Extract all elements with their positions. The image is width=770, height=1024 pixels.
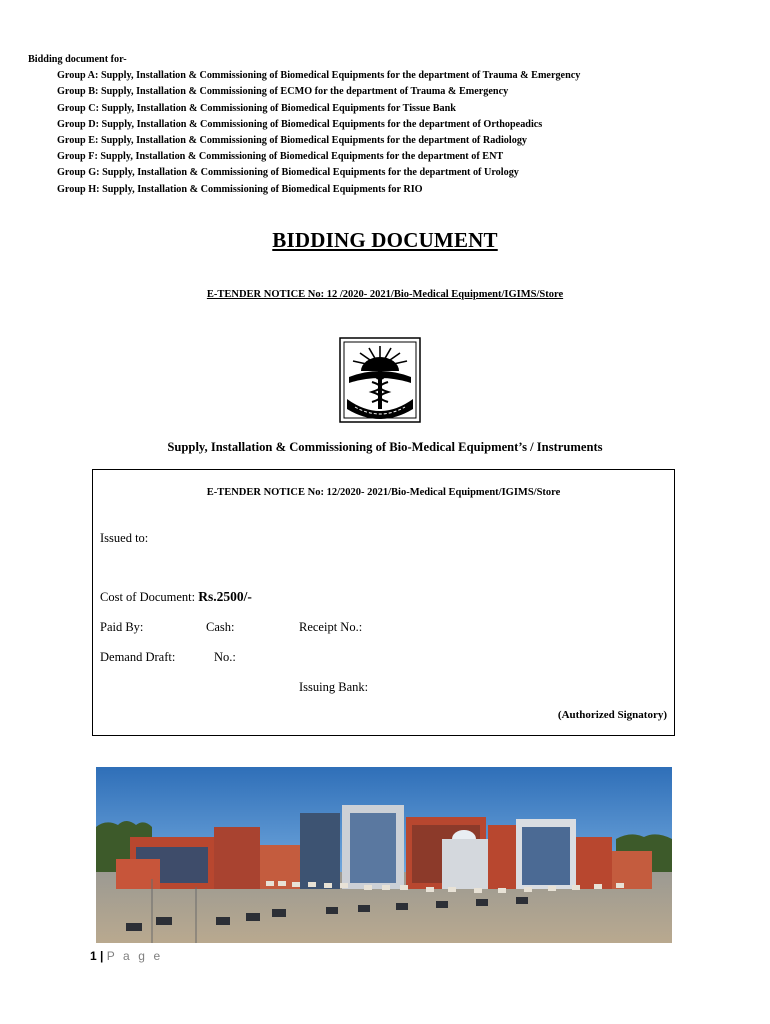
dd-number-label: No.:	[214, 650, 236, 664]
authorized-signatory: (Authorized Signatory)	[557, 709, 667, 721]
group-list	[28, 52, 748, 198]
tender-notice: E-TENDER NOTICE No: 12 /2020- 2021/Bio-Medical Equipment/IGIMS/Store	[206, 289, 564, 300]
group-h: Group H: Supply, Installation & Commissioning of Biomedical Equipments for RIO	[57, 183, 423, 195]
cash-label: Cash:	[206, 620, 235, 634]
paid-by-label: Paid By:	[100, 620, 144, 634]
supply-heading: Supply, Installation & Commissioning of Bio-Medical Equipment’s / Instruments	[167, 440, 603, 454]
group-c: Group C: Supply, Installation & Commissioning of Biomedical Equipments for Tissue Bank	[57, 102, 456, 114]
issued-to-label: Issued to:	[100, 531, 149, 545]
cost-value: Rs.2500/-	[198, 589, 252, 604]
group-b: Group B: Supply, Installation & Commissioning of ECMO for the department of Trauma & Emergency	[57, 86, 509, 98]
issuing-bank-label: Issuing Bank:	[299, 680, 369, 694]
group-a: Group A: Supply, Installation & Commissioning of Biomedical Equipments for the department of Trauma & Emergency	[57, 70, 581, 82]
cost-label: Cost of Document:	[100, 590, 199, 604]
page-number: 1	[90, 949, 97, 963]
document-issue-form	[92, 469, 675, 736]
igims-emblem-icon	[339, 337, 421, 423]
group-e: Group E: Supply, Installation & Commissioning of Biomedical Equipments for the department of Radiology	[57, 135, 528, 147]
hospital-campus-photo	[96, 767, 672, 943]
form-tender-notice: E-TENDER NOTICE No: 12/2020- 2021/Bio-Medical Equipment/IGIMS/Store	[206, 487, 561, 498]
document-title: BIDDING DOCUMENT	[272, 228, 498, 252]
cost-of-document	[100, 589, 252, 605]
group-f: Group F: Supply, Installation & Commissioning of Biomedical Equipments for the department of ENT	[57, 151, 504, 163]
page-separator: |	[100, 949, 104, 963]
page-label: P a g e	[106, 949, 163, 963]
bidding-intro: Bidding document for-	[28, 54, 127, 65]
group-d: Group D: Supply, Installation & Commissioning of Biomedical Equipments for the department of Orthopeadics	[57, 118, 543, 130]
group-g: Group G: Supply, Installation & Commissioning of Biomedical Equipments for the department of Urology	[57, 167, 519, 179]
receipt-no-label: Receipt No.:	[299, 620, 363, 634]
page-footer	[90, 949, 163, 963]
demand-draft-label: Demand Draft:	[100, 650, 176, 664]
